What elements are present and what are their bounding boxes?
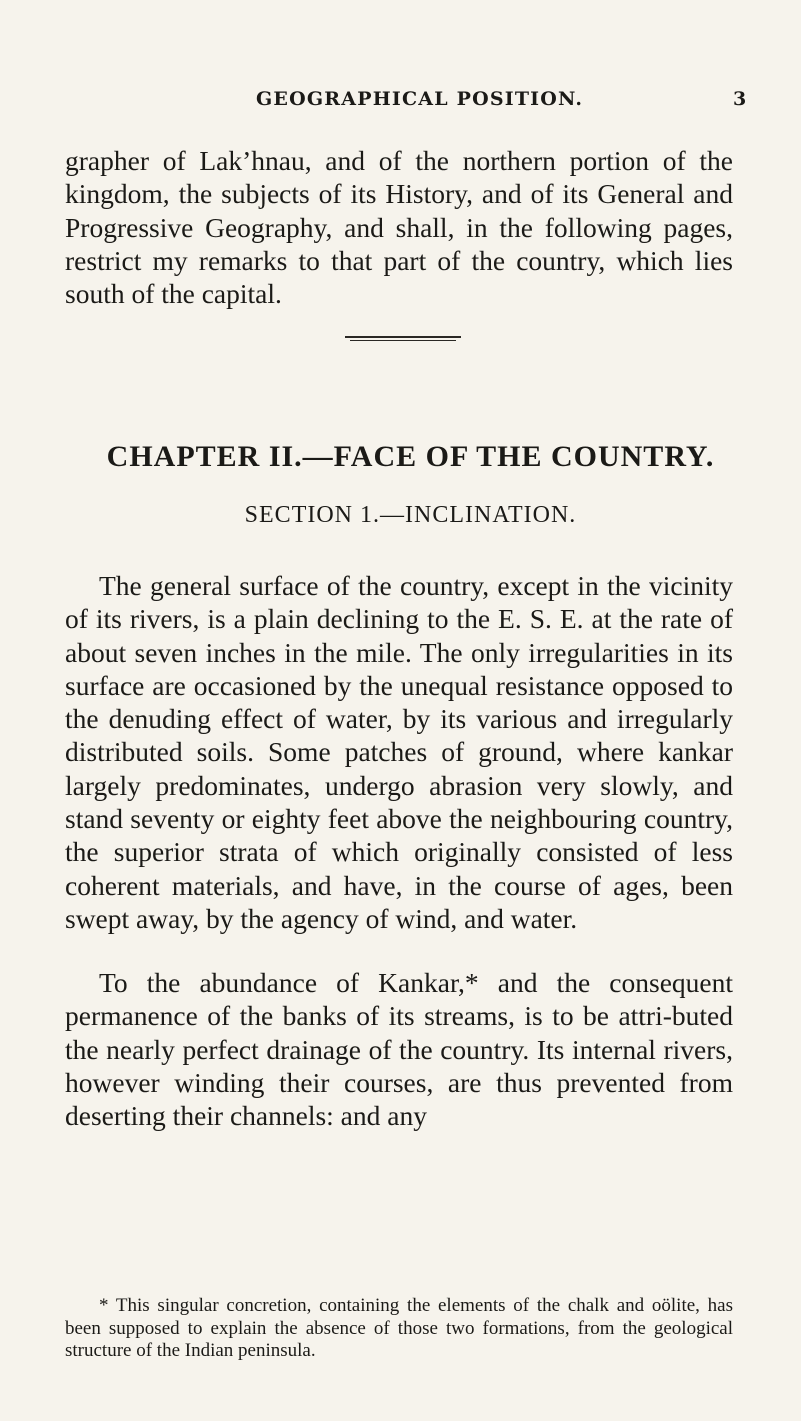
- ornamental-rule: [345, 336, 461, 343]
- kankar-paragraph: To the abundance of Kankar,* and the consequent permanence of the banks of its streams, is to be attri-buted the nearly perfect drainage of the country. Its internal rivers, however winding their courses, are thus prevented from deserting their channels: and any: [65, 967, 733, 1132]
- page-number: 3: [733, 88, 748, 110]
- chapter-heading: CHAPTER II.—FACE OF THE COUNTRY.: [106, 440, 715, 473]
- rule-line-bottom: [350, 340, 457, 342]
- inclination-paragraph: The general surface of the country, except in the vicinity of its rivers, is a plain declining to the E. S. E. at the rate of about seven inches in the mile. The only irregularities in its surface are occasioned by the unequal resistance opposed to the denuding effect of water, by its various and irregularly distributed soils. Some patches of ground, where kankar largely predominates, undergo abrasion very slowly, and stand seventy or eighty feet above the neighbouring country, the superior strata of which originally consisted of less coherent materials, and have, in the course of ages, been swept away, by the agency of wind, and water.: [65, 570, 733, 934]
- running-title: GEOGRAPHICAL POSITION.: [256, 88, 584, 110]
- section-heading: SECTION 1.—INCLINATION.: [244, 502, 577, 528]
- running-head: [0, 88, 801, 118]
- rule-line-top: [345, 336, 461, 338]
- footnote: * This singular concretion, containing the elements of the chalk and oölite, has been supposed to explain the absence of those two formations, from the geological structure of the Indian peninsula.: [65, 1295, 733, 1361]
- continuation-paragraph: grapher of Lak’hnau, and of the northern portion of the kingdom, the subjects of its History, and of its General and Progressive Geography, and shall, in the following pages, restrict my remarks to that part of the country, which lies south of the capital.: [65, 145, 733, 310]
